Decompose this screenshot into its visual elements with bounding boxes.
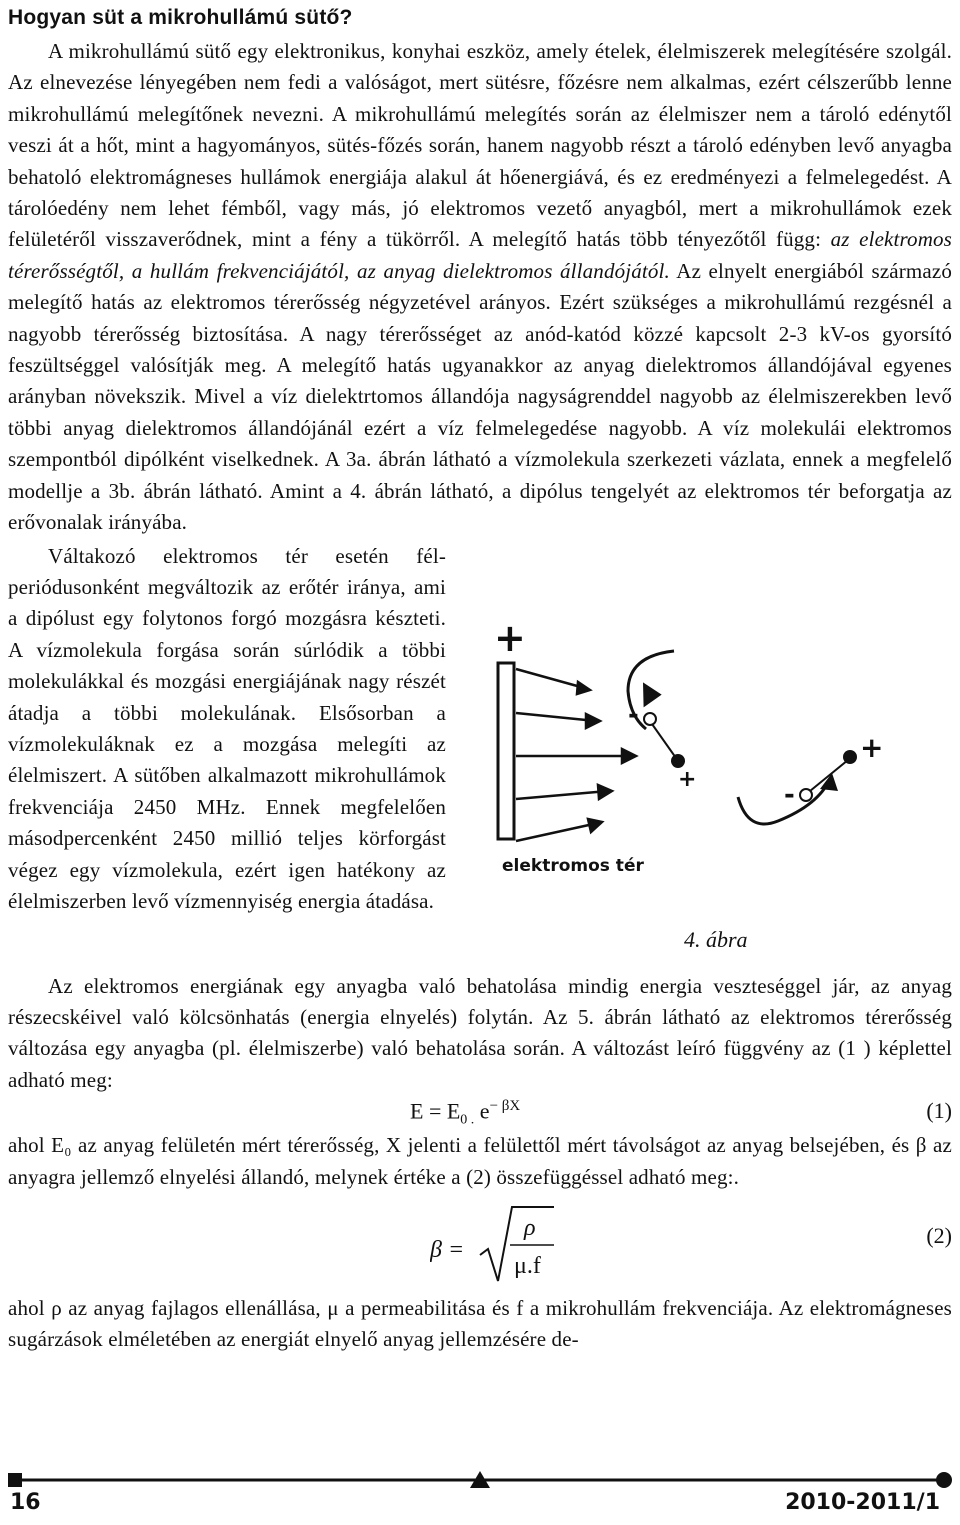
equation-1-body (410, 1098, 520, 1129)
text-figure-block (8, 541, 952, 971)
eq1-sub: 0 . (460, 1112, 475, 1128)
page (8, 4, 952, 1356)
paragraph-1-text: A mikrohullámú sütő egy elektronikus, konyhai eszköz, amely ételek, élelmiszerek melegítésére szolgál. Az elnevezése lényegében nem fedi a valóságot, mert sütésre, főzésre nem alkalmas, ezért célszerűbb lenne mikrohullámú melegítőnek nevezni. A mikrohullámú melegítés során az élelmiszer nem a tároló edénytől veszi át a hőt, mint a hagyományos, sütés-főzés során, hanem nagyobb részt a tároló edényben levő anyagba behatoló elektromágneses hullámok energiája alakul át hőenergiává, és ez eredményezi a felmelegedést. A tárolóedény nem lehet fémből, vagy más, jó elektromos vezető anyagból, mert a mikrohullámok ezek felületéről visszaverődnek, mint a fény a tükörről. A melegítő hatás több tényezőtől függ: (8, 39, 952, 252)
electrode-bar (498, 663, 514, 839)
dipole-positive-left (671, 754, 685, 768)
figure-label: elektromos tér (502, 855, 644, 876)
figure-plus-left: + (678, 766, 697, 792)
paragraph-1-tail: Az elnyelt energiából származó melegítő hatás az elektromos térerősség négyzetével arányos. Ezért szükséges a mikrohullámú rezgésnél a nagyobb térerősség biztosítása. A nagy térerősséget az anód-katód közzé kapcsolt 2-3 kV-os gyorsító feszültséggel valósítják meg. A melegítő hatás ugyanakkor az anyag dielektromos állandójával egyenes arányban növekszik. Mivel a víz dielektrtomos állandója nagyságrenddel nagyobb az élelmiszerekben levő többi anyag dielektromos állandójánál ezért a víz felmelegedése nagyobb. A víz molekulái elektromos szempontból dipólként viselkednek. A 3a. ábrán látható a vízmolekula szerkezeti vázlata, ennek a megfelelő modellje a 3b. ábrán látható. Amint a 4. ábrán látható, a dipólus tengelyét az elektromos tér beforgatja az erővonalak irányába. (8, 258, 952, 535)
page-footer (0, 1470, 960, 1525)
equation-2 (8, 1193, 952, 1293)
paragraph-5: ahol ρ az anyag fajlagos ellenállása, μ a permeabilitása és f a mikrohullám frekvenciája. Az elektromágneses sugárzások elméletében az energiát elnyelő anyag jellemzésére de- (8, 1295, 952, 1352)
paragraph-1-italic: az elektromos térerősségtől, a hullám frekvenciájától, az anyag dielektromos állandójától. (8, 227, 952, 283)
footer-square-icon (8, 1473, 22, 1487)
paragraph-2: Váltakozó elektromos tér esetén fél-periódusonként megváltozik az erőtér iránya, ami a dipólust egy folytonos forgó mozgásra készteti. A vízmolekula forgása során súrlódik a többi molekulákkal és mozgási energiájának nagy részét átadja a többi molekulának. Elsősorban a vízmolekuláknak ez a mozgása melegíti az élelmiszert. A sütőben alkalmazott mikrohullámok frekvenciája 2450 MHz. Ennek megfelelően másodpercenként 2450 millió teljes körforgást végez egy vízmolekula, ezért igen hatékony az élelmiszerben levő vízmennyiség energia átadása. (8, 543, 446, 913)
equation-2-formula (430, 1199, 590, 1289)
figure-plus-top: + (494, 615, 526, 660)
equation-1 (8, 1096, 952, 1130)
dipole-negative-left (644, 713, 656, 725)
eq1-lhs: E = E (410, 1098, 461, 1124)
dipole-negative-right (800, 789, 812, 801)
figure-minus-left: - (628, 699, 639, 730)
figure-caption: 4. ábra (684, 926, 748, 952)
eq1-mid: e (474, 1098, 490, 1124)
equation-2-number: (2) (926, 1222, 952, 1248)
paragraph-3: Az elektromos energiának egy anyagba való behatolása mindig energia veszteséggel jár, az anyag részecskéivel való kölcsönhatás (energia elnyelés) folytán. Az 5. ábrán látható az elektromos térerősség változása egy anyagba (pl. élelmiszerbe) való behatolása során. A változást leíró függvény az (1 ) képlettel adható meg: (8, 973, 952, 1092)
eq2-beta: β = (430, 1236, 465, 1263)
footer-circle-icon (936, 1472, 952, 1488)
figure-minus-right: - (784, 779, 795, 810)
eq1-sup: − βX (489, 1098, 521, 1115)
eq2-rho: ρ (524, 1214, 536, 1241)
eq2-denominator: μ.f (514, 1252, 541, 1279)
dipole-figure (478, 611, 960, 901)
equation-1-number: (1) (926, 1098, 952, 1124)
paragraph-1 (8, 36, 952, 539)
article-title: Hogyan süt a mikrohullámú sütő? (8, 6, 353, 29)
figure-plus-right: + (860, 730, 884, 764)
paragraph-4: ahol E₀ az anyag felületén mért térerősség, X jelenti a felülettől mért távolságot az anyag belsejében, és β az anyagra jellemző elnyelési állandó, melynek értéke a (2) összefüggéssel adható meg:. (8, 1133, 952, 1189)
field-arrows (516, 669, 636, 841)
footer-rule (0, 1470, 960, 1490)
issue-number: 2010-2011/1 (785, 1490, 940, 1515)
page-number: 16 (10, 1490, 41, 1515)
